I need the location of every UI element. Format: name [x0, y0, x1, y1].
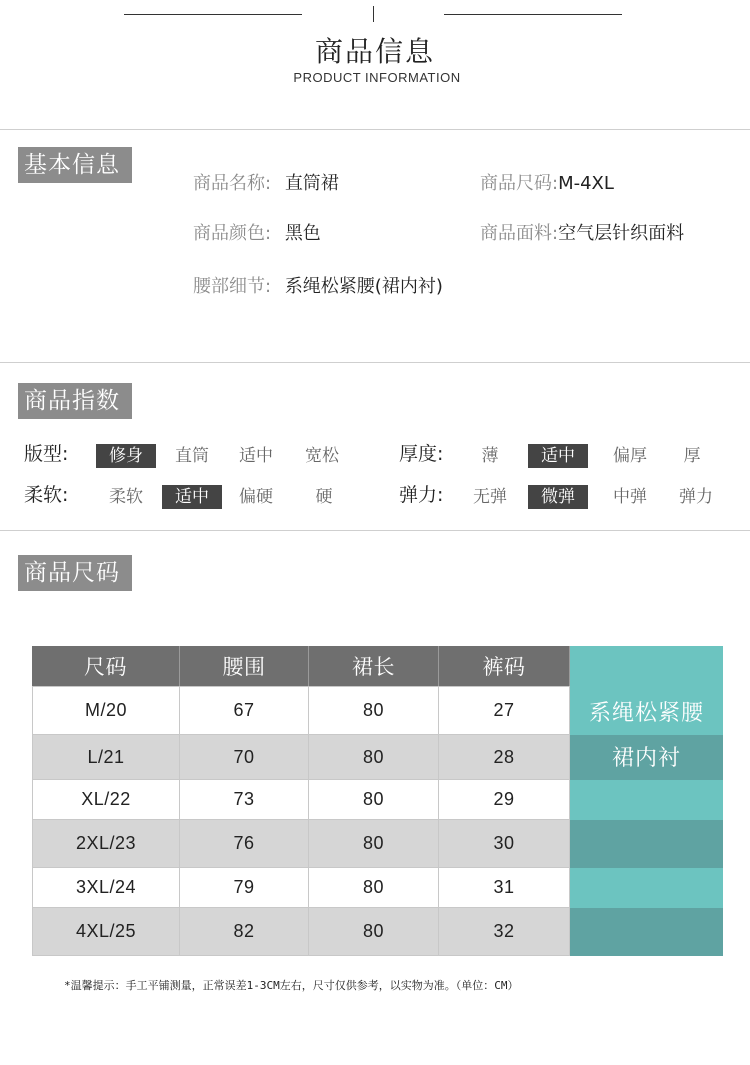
table-cell: 28 [439, 735, 570, 779]
index-elasticity-label: 弹力: [399, 484, 444, 506]
table-cell: 76 [180, 820, 309, 867]
table-row [32, 908, 570, 956]
info-name-value: 直筒裙 [284, 173, 339, 194]
header-tick [373, 6, 374, 22]
table-cell: 80 [309, 820, 439, 867]
waist-note-column [570, 646, 723, 956]
info-color-value: 黑色 [284, 223, 321, 244]
table-cell: 27 [439, 687, 570, 734]
table-row [32, 780, 570, 820]
index-fit-option: 适中 [239, 446, 273, 466]
index-fit-option: 修身 [96, 444, 156, 468]
table-cell: 3XL/24 [32, 868, 180, 907]
side-block [570, 646, 723, 687]
measurement-footnote: *温馨提示：手工平铺测量，正常误差1-3CM左右，尺寸仅供参考，以实物为准。（单位：CM） [64, 979, 519, 992]
table-cell: 2XL/23 [32, 820, 180, 867]
side-block [570, 820, 723, 868]
table-cell: XL/22 [32, 780, 180, 819]
index-elasticity-option: 微弹 [528, 485, 588, 509]
table-cell: 70 [180, 735, 309, 779]
table-cell: 80 [309, 780, 439, 819]
table-cell: 80 [309, 687, 439, 734]
info-size-key: 商品尺码: [480, 173, 559, 194]
table-row [32, 687, 570, 735]
info-name-key: 商品名称: [193, 173, 272, 194]
index-thickness-option: 薄 [481, 446, 499, 466]
table-header-cell: 裤码 [439, 646, 570, 686]
divider-3 [0, 530, 750, 531]
table-row [32, 735, 570, 780]
index-fit-label: 版型: [24, 443, 69, 465]
section-label-basic: 基本信息 [18, 147, 132, 183]
info-size [480, 172, 614, 196]
header-line-right [444, 14, 622, 15]
table-header-cell: 腰围 [180, 646, 309, 686]
index-softness-label: 柔软: [24, 484, 69, 506]
side-note-lining: 裙内衬 [570, 735, 723, 780]
side-block [570, 868, 723, 908]
side-block [570, 780, 723, 820]
table-header-cell: 裙长 [309, 646, 439, 686]
info-color-key: 商品颜色: [193, 223, 272, 244]
index-softness-option: 偏硬 [239, 487, 273, 507]
table-header-row [32, 646, 570, 687]
table-cell: 79 [180, 868, 309, 907]
index-elasticity-option: 无弹 [473, 487, 507, 507]
info-fabric [480, 222, 684, 246]
table-cell: 80 [309, 868, 439, 907]
divider-1 [0, 129, 750, 130]
page-subtitle: PRODUCT INFORMATION [293, 70, 461, 85]
info-waist [193, 275, 443, 299]
table-cell: 73 [180, 780, 309, 819]
table-cell: 82 [180, 908, 309, 955]
table-cell: 32 [439, 908, 570, 955]
info-name [193, 172, 339, 196]
section-label-index: 商品指数 [18, 383, 132, 419]
header-line-left [124, 14, 302, 15]
table-cell: M/20 [32, 687, 180, 734]
table-cell: 4XL/25 [32, 908, 180, 955]
table-row [32, 868, 570, 908]
side-block [570, 908, 723, 956]
table-row [32, 820, 570, 868]
table-header-cell: 尺码 [32, 646, 180, 686]
info-size-value: M-4XL [558, 173, 614, 194]
table-cell: 80 [309, 908, 439, 955]
index-fit-option: 直筒 [175, 446, 209, 466]
info-waist-value: 系绳松紧腰(裙内衬) [284, 276, 443, 297]
table-cell: 31 [439, 868, 570, 907]
table-cell: L/21 [32, 735, 180, 779]
table-cell: 80 [309, 735, 439, 779]
divider-2 [0, 362, 750, 363]
index-elasticity-option: 中弹 [613, 487, 647, 507]
index-softness-option: 硬 [315, 487, 333, 507]
side-note-waist: 系绳松紧腰 [570, 687, 723, 735]
table-cell: 30 [439, 820, 570, 867]
index-thickness-option: 适中 [528, 444, 588, 468]
table-cell: 29 [439, 780, 570, 819]
index-softness-option: 柔软 [109, 487, 143, 507]
table-cell: 67 [180, 687, 309, 734]
index-fit-option: 宽松 [305, 446, 339, 466]
index-elasticity-option: 弹力 [679, 487, 713, 507]
index-thickness-option: 厚 [683, 446, 701, 466]
index-softness-option: 适中 [162, 485, 222, 509]
index-thickness-label: 厚度: [399, 443, 444, 465]
info-color [193, 222, 321, 246]
section-label-sizes: 商品尺码 [18, 555, 132, 591]
info-fabric-key: 商品面料: [480, 223, 559, 244]
info-waist-key: 腰部细节: [193, 276, 272, 297]
page-title: 商品信息 [314, 35, 435, 68]
index-thickness-option: 偏厚 [613, 446, 647, 466]
info-fabric-value: 空气层针织面料 [558, 223, 685, 244]
